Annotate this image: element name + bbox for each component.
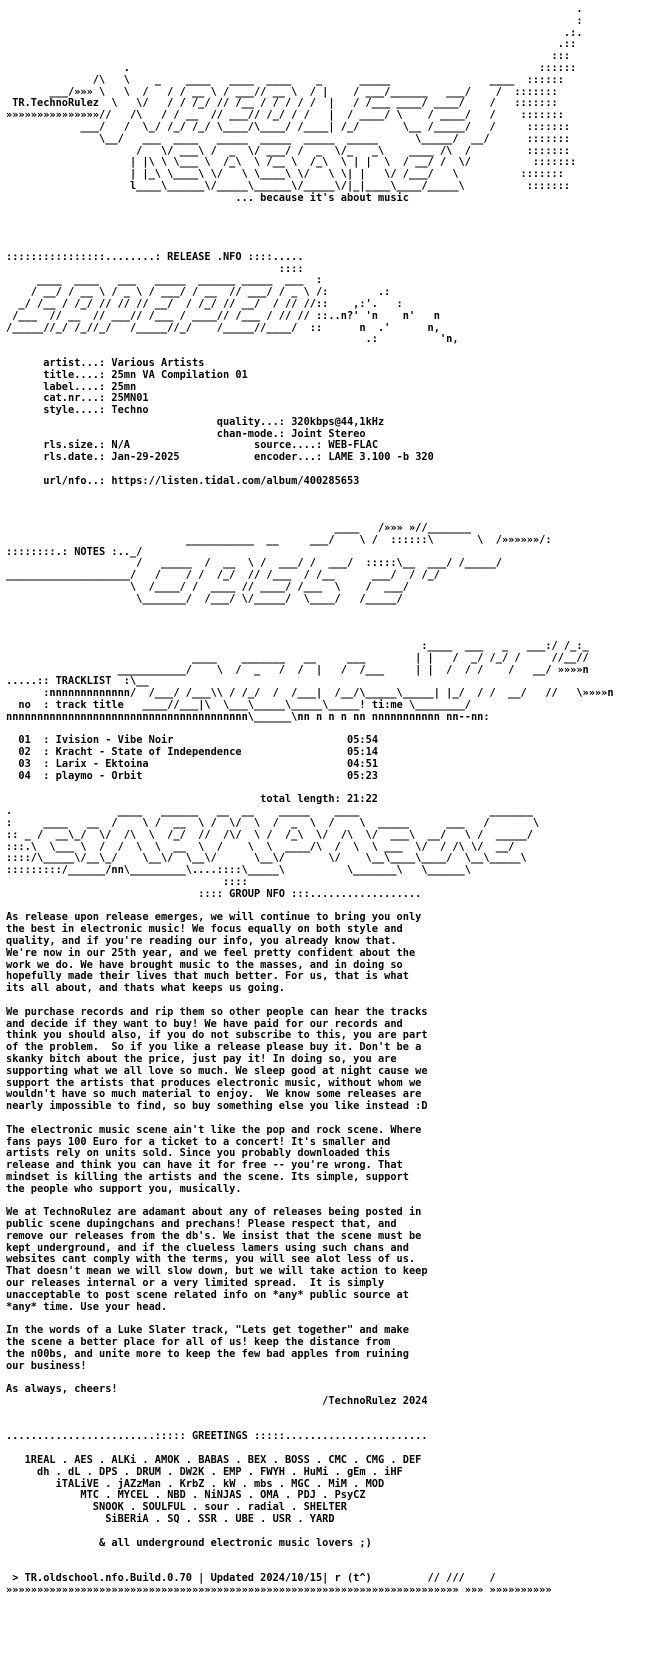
tagline — [6, 193, 638, 205]
tracklist-underline: nnnnnnnnnnnnnnnnnnnnnnnnnnnnnnnnnnnnnnn\______\nn n n n nn nnnnnnnnnnn nn--nn: — [6, 710, 490, 723]
track-row: 04 : playmo - Orbit 05:23 — [18, 769, 378, 782]
tracklist-column-headers: no : track title ____//___|\ \___\_____\_____\_____! ti:me \________/ — [18, 699, 472, 712]
greetings-groups: 1REAL . AES . ALKi . AMOK . BABAS . BEX . BOSS . CMC . CMG . DEF — [24, 1454, 422, 1467]
track-row: 01 : Ivision - Vibe Noir 05:54 — [18, 734, 379, 747]
signature-row — [6, 1396, 638, 1408]
greetings-header: ........................::::: GREETINGS :::::....................... — [6, 1430, 428, 1443]
greetings-groups: SNOOK . SOULFUL . sour . radial . SHELTER — [92, 1501, 347, 1514]
label-title: title....: — [43, 368, 106, 381]
group-nfo-paragraph: In the words of a Luke Slater track, "Lets get together" and make the scene a better place for all of us! keep the distance from the n00bs, and unite more to keep the few bad apples from ruining our business! — [6, 1324, 409, 1372]
release-nfo-header: ::::::::::::::::........: RELEASE .NFO ::::..... — [6, 250, 304, 263]
track-title: Kracht - State of Independence — [55, 746, 242, 759]
tracklist-header: .....:: TRACKLIST :\__ — [6, 675, 155, 688]
track-number: 04 — [18, 769, 31, 782]
banner-ascii-logo: . : .:. .:: ::: . :::::: /\ \ _ ____ ____ ____ _ _____ ____ :::::: ___/»»» \ \ / / / __ \ / ___// __ \ / | / ___/______ ___/ / ::::::: TR.TechnoRulez \ \/ / / /_/ // /__ / / / / / | / /___ ____/ ____/ / ::::::: »»»»»»»»»»»»»»»// /\ / / __ // ___// /_/ / / | / ____/ \ / ____/ / ::::::: ___/ / \_/ /_/ /_/ \____/\____/ /____| /_/ \__ /_____/ / ::::::: \__/ ___ ____ _____ _____ _____ _____ \_____/ __/ ::::::: / \/ ___\ / _ \/ ___/ / _ \/_ _\ ____ /\ / ::::::: | |\ \ \___ \ /_\ \ /__ \ /_\ \ | | \ / __/ / \/ ::::::: | |_\ \____\ \/ \ \____\ \/ \ \| | \/ /___/ \ ::::::: l____\______\/_____\______\/_____\/|_|____\____/_____\ ::::::: — [6, 3, 583, 192]
notes-header: ::::::::.: NOTES :.._/ — [6, 545, 143, 558]
value-chanmode: Joint Stereo — [291, 427, 366, 440]
label-label: label....: — [43, 380, 106, 393]
album-url-link[interactable]: https://listen.tidal.com/album/400285653 — [111, 474, 360, 487]
track-list — [6, 735, 638, 782]
track-number: 02 — [18, 746, 31, 759]
greetings-groups: MTC . MYCEL . NBD . NiNJAS . OMA . PDJ . PsyCZ — [80, 1489, 366, 1502]
label-style: style....: — [43, 404, 106, 417]
value-source: WEB-FLAC — [328, 439, 379, 452]
total-length-value: 21:22 — [346, 793, 378, 806]
track-time: 04:51 — [347, 758, 379, 770]
column-track-title: track title — [55, 699, 124, 712]
group-nfo-paragraph: The electronic music scene ain't like the pop and rock scene. Where fans pays 100 Euro for a ticket to a concert! It's smaller and artists rely on units sold. Since you probably downloaded this release and think you can have it for free -- you're wrong. That mindset is killing the artists and the scene. Its simple, support the people who support you, musically. — [6, 1123, 422, 1195]
footer-arrows: »»»»»»»»»»»»»»»»»»»»»»»»»»»»»»»»»»»»»»»»»»»»»»»»»»»»»»»»»»»»»»»»»»»»»»»»» »»» »»»»»»»»»» — [6, 1583, 552, 1596]
track-row: 03 : Larix - Ektoina 04:51 — [18, 758, 379, 770]
value-rlssize: N/A — [111, 439, 131, 452]
release-ascii-art: :::: ____ ____ ___ _____ ______ _____ ___ : / __/ / __ \ / _ \ / ___/ / __ // ___/ / _ \ /: .: _/ /__ / /_/ // // // __/ / /_/ // __/ / // //:: ,:'. : /___ // __ // ___// /___ / ____// /___ / // // ::..n?' 'n n' n /_____//_/ /_//_/ /_____//_/ /_____//____/ :: n .' n, .: 'n, — [6, 262, 459, 346]
column-no: no — [18, 699, 31, 712]
tagline-text: ... because it's about music — [235, 191, 409, 204]
label-quality: quality...: — [216, 415, 285, 428]
tracklist-ascii-art-mid: :nnnnnnnnnnnnn/ /___/ /___\\ / /_/ / /___| /__/\_____\_____| |_/ / / __/ // \»»»»n — [6, 687, 614, 700]
greetings-footer-row — [6, 1538, 638, 1550]
tracklist-ascii-art-top: :____ ___ _ ___:/ /_:_ ____ _______ __ ___ | | / _/ /_/ / //__// ___________/ \ / _ / / | / /___ | | / / / / __/ »»»»n — [117, 640, 589, 676]
notes-ascii-art-top: ____ /»»» »//_______ ___________ __ ___/ \ / ::::::\ \ /»»»»»»/: — [185, 522, 552, 546]
label-url: url/nfo..: — [43, 474, 106, 487]
track-number: 01 — [18, 734, 31, 747]
track-time: 05:23 — [347, 769, 378, 782]
value-style: Techno — [111, 404, 149, 417]
track-row: 02 : Kracht - State of Independence 05:14 — [18, 746, 378, 759]
label-source: source....: — [254, 439, 323, 452]
label-rlsdate: rls.date.: — [43, 451, 106, 464]
footer-build-line: > TR.oldschool.nfo.Build.0.70 | Updated 2024/10/15| r (t^) // /// / — [6, 1571, 496, 1584]
label-encoder: encoder...: — [254, 451, 323, 464]
group-nfo-paragraph: As always, cheers! — [6, 1383, 118, 1396]
value-title: 25mn VA Compilation 01 — [111, 368, 248, 381]
notes-ascii-art: / _____ / __ \ / ___/ / ___/ :::::\__ ___/ /_____/ ____________________/ / / / /_/ // /___ / /__ ___/ / /_/ \ /____/ / ____ // ____/ /___ \ / ___/ \_______/ /___/ \/_____/ \____/ /_____/ — [6, 557, 502, 605]
label-rlssize: rls.size.: — [43, 439, 106, 452]
label-catnr: cat.nr...: — [43, 392, 106, 405]
group-nfo-ascii-art: . ____ ______ __ __ _____ ____ _______ : ____ __ / \ / __ \ / \/ \ / _ \ / \ _____ ___ / \ :: _ / __\_/ \/ /\ \ /_/ // /\/ \ / /_\ \/ /\ \/ ___\ __/ \ / _____/ :::.\ \___ \ / / \ \ __ \ / \ \ ____/\ / \ \ ___ \/ / /\ \/ __/ ::::/\_____\/__\_/ \__\/ \__\/ \__\/ \/ \__\____\____/ \__\_____\ :::::::::/______/nn\_________\....::::\_____\ \_______\ \______\ :::: — [6, 805, 540, 888]
greetings-groups: iTALiVE . jAZzMan . KrbZ . kW . mbs . MGC . MiM . MOD — [55, 1477, 385, 1490]
release-info-date-encoder — [6, 452, 638, 464]
group-nfo-header-row — [6, 889, 638, 901]
group-nfo-paragraph: We at TechnoRulez are adamant about any of releases being posted in public scene dupingchans and prechans! Please respect that, and remove our releases from the db's. We insist that the scene must be kept underground, and if the clueless lamers using such chans and websites cant comply with the terms, you will see alot less of us. That doesn't mean we will slow down, but we will take action to keep our releases internal or a very limited spread. It is simply unacceptable to post scene related info on *any* public source at *any* time. Use your head. — [6, 1206, 428, 1313]
greetings-groups: dh . dL . DPS . DRUM . DW2K . EMP . FWYH . HuMi . gEm . iHF — [37, 1465, 403, 1478]
track-title: playmo - Orbit — [55, 769, 143, 782]
greetings-list — [6, 1455, 638, 1526]
value-label: 25mn — [111, 380, 137, 393]
value-encoder: LAME 3.100 -b 320 — [328, 451, 434, 464]
column-time: ti:me — [371, 699, 403, 712]
group-nfo-header: :::: GROUP NFO :::.................. — [198, 887, 422, 900]
group-nfo-text — [6, 912, 638, 1396]
greetings-footer: & all underground electronic music lovers ;) — [99, 1536, 372, 1549]
total-length-label: total length: — [260, 793, 341, 806]
greetings-groups: SiBERiA . SQ . SSR . UBE . USR . YARD — [105, 1513, 335, 1525]
track-title: Ivision - Vibe Noir — [55, 734, 174, 747]
value-rlsdate: Jan-29-2025 — [111, 451, 180, 464]
track-number: 03 — [18, 758, 31, 770]
signature: /TechnoRulez 2024 — [322, 1395, 428, 1408]
label-chanmode: chan-mode.: — [216, 427, 285, 440]
label-artist: artist...: — [43, 356, 106, 369]
group-nfo-paragraph: As release upon release emerges, we will continue to bring you only the best in electronic music! We focus equally on both style and quality, and if you're reading our info, you already know that. We're now in our 25th year, and we feel pretty confident about the work we do. We have brought music to the masses, and in doing so hopefully made their lives that much better. For us, that is what its all about, and thats what keeps us going. — [6, 911, 422, 995]
greetings-line — [6, 1514, 638, 1526]
track-time: 05:54 — [347, 734, 379, 747]
group-nfo-paragraph: We purchase records and rip them so other people can hear the tracks and decide if they want to buy! We have paid for our records and think you should also, if you do not subscribe to this, you are part of the problem. So if you like a release please buy it. Don't be a skanky bitch about the price, just pay it! In doing so, you are supporting what we all love so much. We sleep good at night cause we support the artists that produces electronic music, without whom we wouldn't have so much material to enjoy. We know some releases are nearly impossible to find, so buy something else you like instead :D — [6, 1005, 428, 1113]
track-title: Larix - Ektoina — [55, 758, 149, 770]
value-quality: 320kbps@44,1kHz — [291, 415, 385, 428]
value-artist: Various Artists — [111, 356, 205, 369]
release-info-url — [6, 476, 638, 488]
track-time: 05:14 — [347, 746, 378, 759]
value-catnr: 25MN01 — [111, 392, 149, 405]
